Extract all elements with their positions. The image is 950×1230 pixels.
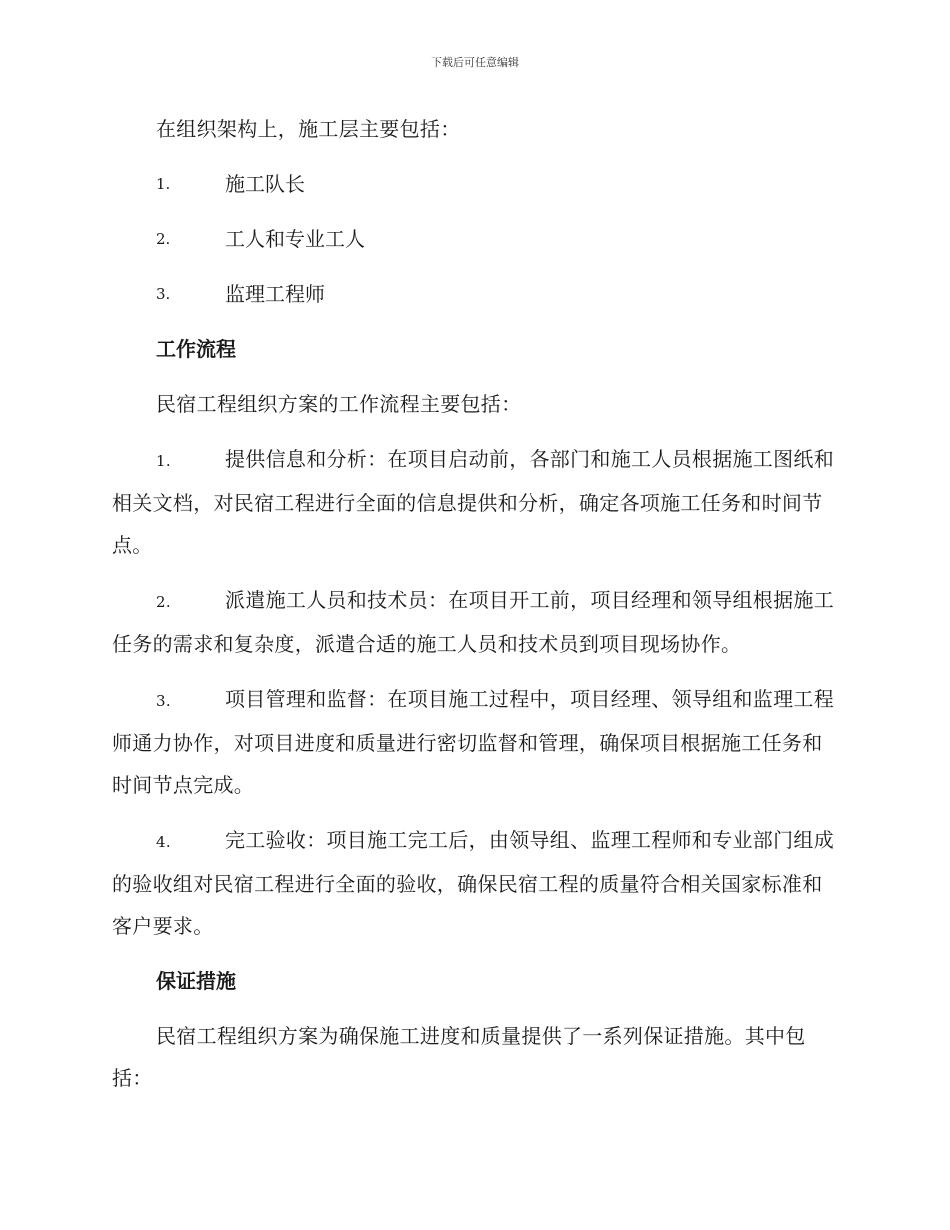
list-number: 2. (156, 230, 171, 248)
list-text: 提供信息和分析：在项目启动前，各部门和施工人员根据施工图纸和相关文档，对民宿工程进行全面的信息提供和分析，确定各项施工任务和时间节点。 (112, 447, 834, 557)
header-note: 下载后可任意编辑 (431, 56, 519, 69)
list-number: 1. (156, 452, 171, 470)
document-body (112, 108, 834, 1112)
list-item (112, 678, 834, 806)
list-number: 2. (156, 593, 171, 611)
list-text: 工人和专业工人 (225, 227, 365, 251)
list-number: 3. (156, 692, 171, 710)
list-text: 完工验收：项目施工完工后，由领导组、监理工程师和专业部门组成的验收组对民宿工程进行全面的验收，确保民宿工程的质量符合相关国家标准和客户要求。 (112, 828, 834, 938)
list-number: 4. (156, 833, 171, 851)
layer-intro: 在组织架构上，施工层主要包括： (156, 117, 461, 141)
list-item (112, 438, 834, 566)
guarantee-intro: 民宿工程组织方案为确保施工进度和质量提供了一系列保证措施。其中包括： (112, 1024, 806, 1090)
list-number: 3. (156, 285, 171, 303)
list-item (112, 579, 834, 665)
list-item (112, 273, 834, 315)
section-heading-guarantee: 保证措施 (156, 969, 236, 993)
list-text: 施工队长 (225, 172, 305, 196)
list-text: 派遣施工人员和技术员：在项目开工前，项目经理和领导组根据施工任务的需求和复杂度，派遣合适的施工人员和技术员到项目现场协作。 (112, 588, 834, 656)
list-item (112, 819, 834, 947)
list-item (112, 218, 834, 260)
list-item (112, 163, 834, 205)
workflow-intro: 民宿工程组织方案的工作流程主要包括： (156, 392, 522, 416)
list-text: 监理工程师 (225, 282, 325, 306)
list-number: 1. (156, 175, 171, 193)
section-heading-workflow: 工作流程 (156, 337, 236, 361)
list-text: 项目管理和监督：在项目施工过程中，项目经理、领导组和监理工程师通力协作，对项目进度和质量进行密切监督和管理，确保项目根据施工任务和时间节点完成。 (112, 687, 834, 797)
